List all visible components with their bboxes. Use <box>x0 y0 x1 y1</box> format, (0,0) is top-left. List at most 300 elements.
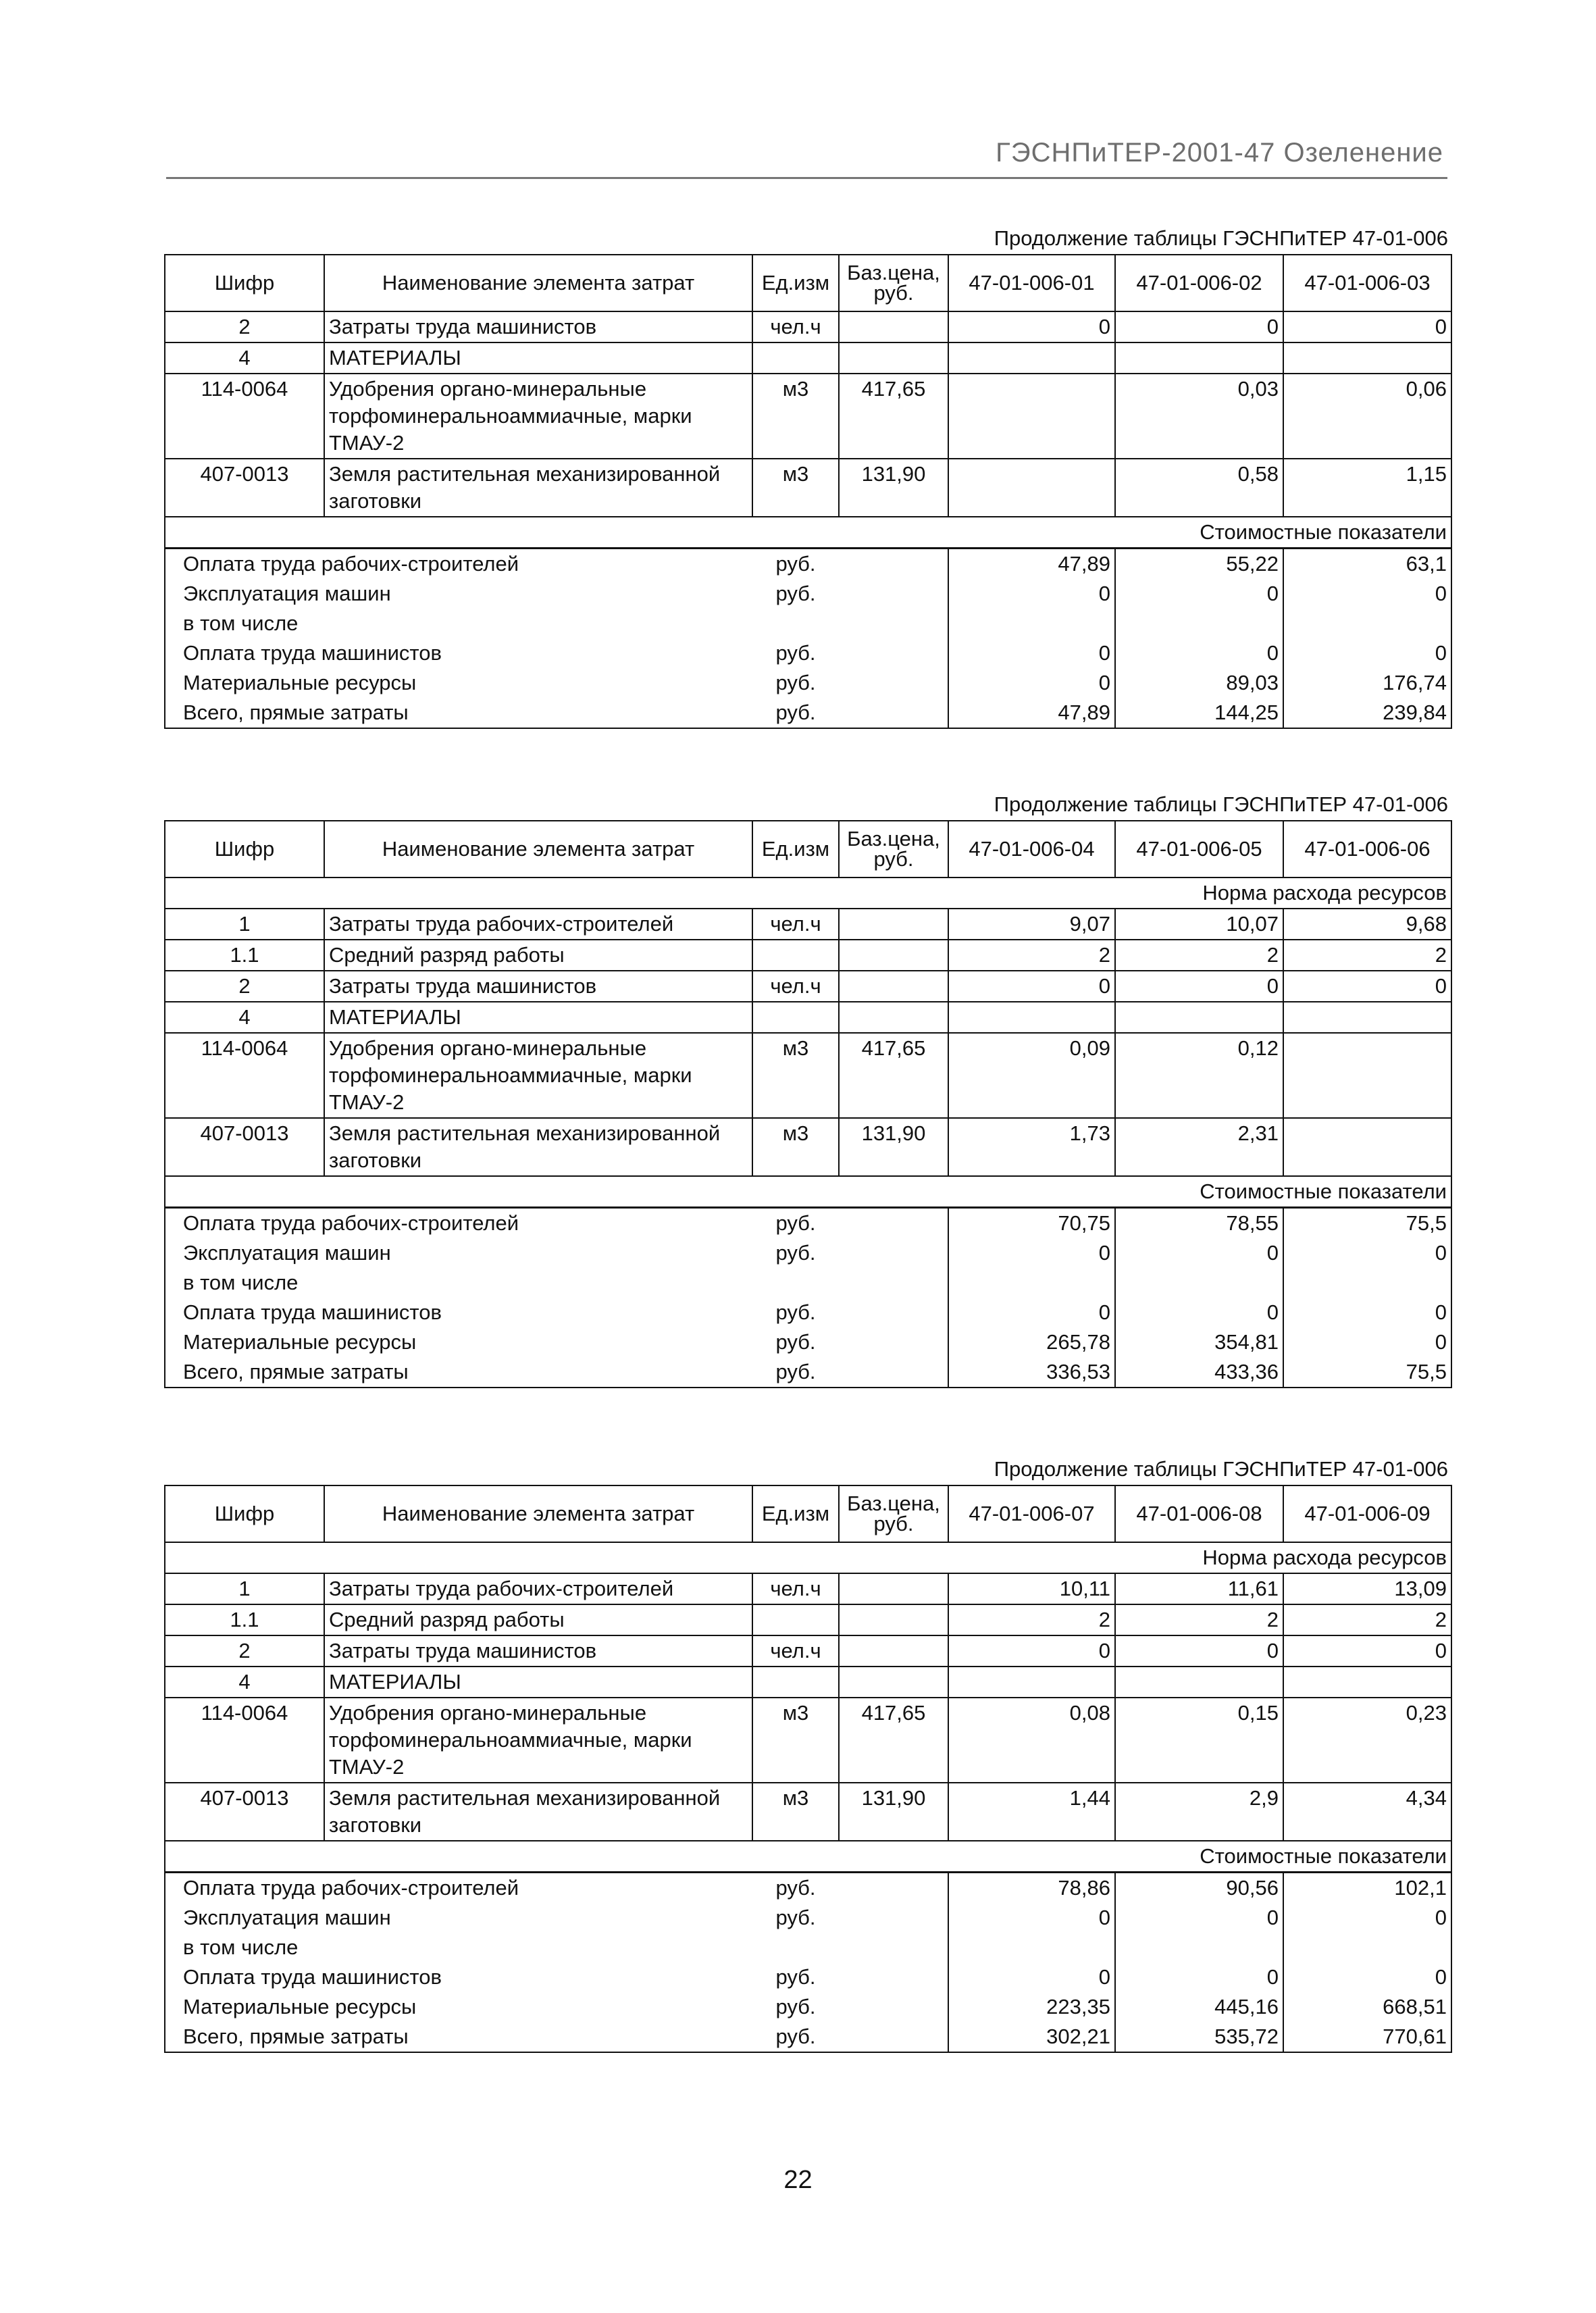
cost-name: Оплата труда машинистов <box>165 638 752 668</box>
cost-value-2: 0 <box>1115 1903 1283 1933</box>
cost-row <box>165 1268 1451 1298</box>
cost-value-1 <box>948 1268 1115 1298</box>
cost-unit: руб. <box>752 1208 839 1239</box>
cost-value-1 <box>948 1933 1115 1962</box>
cost-blank <box>839 549 948 580</box>
resource-row <box>165 940 1451 971</box>
table-section-3 <box>164 1454 1451 2053</box>
resource-price <box>839 1604 948 1635</box>
resource-price <box>839 1002 948 1033</box>
cost-value-1: 0 <box>948 1298 1115 1327</box>
cost-value-2 <box>1115 1933 1283 1962</box>
resource-price: 417,65 <box>839 374 948 459</box>
resource-unit: м3 <box>752 1033 839 1118</box>
cost-rows <box>165 1873 1451 2053</box>
resource-price <box>839 311 948 342</box>
resource-row <box>165 1698 1451 1783</box>
cost-value-3 <box>1283 1268 1451 1298</box>
resource-value-2: 0,58 <box>1115 459 1283 517</box>
cost-row <box>165 1327 1451 1357</box>
cost-row <box>165 1298 1451 1327</box>
cost-value-2: 89,03 <box>1115 668 1283 698</box>
resource-value-3: 0 <box>1283 971 1451 1002</box>
resource-price: 131,90 <box>839 459 948 517</box>
cost-unit: руб. <box>752 1873 839 1904</box>
resource-value-2 <box>1115 1667 1283 1698</box>
resource-price <box>839 909 948 940</box>
resource-code: 407-0013 <box>165 459 324 517</box>
cost-row <box>165 609 1451 638</box>
resource-name: Удобрения органо-минеральные торфоминеральноаммиачные, марки ТМАУ-2 <box>324 1698 752 1783</box>
table-section-2 <box>164 789 1451 1388</box>
cost-row <box>165 549 1451 580</box>
column-header: Шифр <box>165 1485 324 1542</box>
resource-value-3: 1,15 <box>1283 459 1451 517</box>
cost-value-1: 265,78 <box>948 1327 1115 1357</box>
cost-value-1: 47,89 <box>948 549 1115 580</box>
resource-code: 2 <box>165 1635 324 1667</box>
cost-row <box>165 1357 1451 1388</box>
norm-band-label: Норма расхода ресурсов <box>165 1542 1451 1573</box>
cost-value-3: 0 <box>1283 579 1451 609</box>
cost-value-2 <box>1115 609 1283 638</box>
resource-price: 131,90 <box>839 1118 948 1176</box>
column-header: Ед.изм <box>752 255 839 311</box>
resource-value-3 <box>1283 1667 1451 1698</box>
resource-price <box>839 1573 948 1604</box>
cost-unit: руб. <box>775 641 816 665</box>
resource-unit <box>752 1667 839 1698</box>
cost-blank <box>839 1268 948 1298</box>
column-header: Баз.цена, руб. <box>839 1485 948 1542</box>
resource-value-3 <box>1283 1118 1451 1176</box>
norm-band-label: Норма расхода ресурсов <box>165 878 1451 909</box>
cost-value-2: 90,56 <box>1115 1873 1283 1904</box>
page-number: 22 <box>783 2166 813 2194</box>
resource-value-1 <box>948 342 1115 374</box>
resource-value-2: 0,15 <box>1115 1698 1283 1783</box>
cost-value-3: 63,1 <box>1283 549 1451 580</box>
cost-blank <box>839 668 948 698</box>
cost-unit: руб. <box>775 1300 816 1324</box>
resource-unit <box>752 1002 839 1033</box>
resource-code: 4 <box>165 342 324 374</box>
header-rule <box>166 177 1447 179</box>
column-header: Ед.изм <box>752 1485 839 1542</box>
table-continuation-caption: Продолжение таблицы ГЭСНПиТЕР 47-01-006 <box>994 1457 1448 1481</box>
column-header: 47-01-006-03 <box>1283 255 1451 311</box>
resource-name: Затраты труда машинистов <box>324 971 752 1002</box>
cost-blank <box>839 1208 948 1239</box>
cost-value-3: 0 <box>1283 638 1451 668</box>
resource-value-1: 2 <box>948 1604 1115 1635</box>
resource-code: 407-0013 <box>165 1783 324 1841</box>
norm-band-row <box>165 1542 1451 1573</box>
resource-value-2: 10,07 <box>1115 909 1283 940</box>
cost-unit: руб. <box>752 2022 839 2052</box>
resource-rows <box>165 1542 1451 1873</box>
resource-name: МАТЕРИАЛЫ <box>324 1002 752 1033</box>
resource-row <box>165 1635 1451 1667</box>
resource-price <box>839 971 948 1002</box>
column-header: Ед.изм <box>752 821 839 878</box>
header-row <box>165 255 1451 311</box>
resource-price <box>839 1635 948 1667</box>
resource-unit: чел.ч <box>752 971 839 1002</box>
cost-value-2: 55,22 <box>1115 549 1283 580</box>
cost-unit: руб. <box>775 582 816 605</box>
column-header: Наименование элемента затрат <box>324 255 752 311</box>
cost-row <box>165 1933 1451 1962</box>
resource-value-2 <box>1115 342 1283 374</box>
cost-band-row <box>165 1176 1451 1208</box>
resource-value-1: 1,73 <box>948 1118 1115 1176</box>
column-header: Баз.цена, руб. <box>839 821 948 878</box>
resource-code: 1.1 <box>165 940 324 971</box>
column-header: 47-01-006-09 <box>1283 1485 1451 1542</box>
resource-row <box>165 1573 1451 1604</box>
resource-value-2: 0 <box>1115 971 1283 1002</box>
cost-value-3: 0 <box>1283 1903 1451 1933</box>
resource-value-3 <box>1283 1002 1451 1033</box>
cost-value-1: 302,21 <box>948 2022 1115 2052</box>
cost-blank <box>839 2022 948 2052</box>
table-continuation-caption: Продолжение таблицы ГЭСНПиТЕР 47-01-006 <box>994 226 1448 250</box>
resource-name: Затраты труда рабочих-строителей <box>324 1573 752 1604</box>
cost-norm-table <box>164 1485 1452 2053</box>
cost-unit: руб. <box>752 1357 839 1388</box>
cost-value-3: 668,51 <box>1283 1992 1451 2022</box>
cost-value-1: 0 <box>948 1962 1115 1992</box>
resource-value-1 <box>948 374 1115 459</box>
cost-name: Материальные ресурсы <box>165 668 752 698</box>
header-row <box>165 821 1451 878</box>
column-header: Шифр <box>165 255 324 311</box>
column-header: 47-01-006-08 <box>1115 1485 1283 1542</box>
resource-price: 417,65 <box>839 1033 948 1118</box>
resource-code: 114-0064 <box>165 374 324 459</box>
cost-blank <box>839 1962 948 1992</box>
cost-unit: руб. <box>775 1995 816 2018</box>
resource-value-3 <box>1283 342 1451 374</box>
resource-price <box>839 1667 948 1698</box>
resource-code: 407-0013 <box>165 1118 324 1176</box>
cost-blank <box>839 638 948 668</box>
norm-band-row <box>165 878 1451 909</box>
cost-unit: руб. <box>775 1906 816 1929</box>
cost-name: Эксплуатация машин <box>165 1238 752 1268</box>
cost-band-row <box>165 1841 1451 1873</box>
cost-blank <box>839 1298 948 1327</box>
resource-value-2: 0 <box>1115 311 1283 342</box>
resource-name: Средний разряд работы <box>324 940 752 971</box>
resource-code: 1 <box>165 909 324 940</box>
cost-value-3: 102,1 <box>1283 1873 1451 1904</box>
resource-code: 114-0064 <box>165 1698 324 1783</box>
cost-value-3: 770,61 <box>1283 2022 1451 2052</box>
resource-name: Земля растительная механизированной заготовки <box>324 1783 752 1841</box>
cost-value-1: 0 <box>948 579 1115 609</box>
resource-value-2: 2 <box>1115 1604 1283 1635</box>
resource-value-3: 0,06 <box>1283 374 1451 459</box>
cost-blank <box>839 1903 948 1933</box>
resource-value-1 <box>948 459 1115 517</box>
cost-name: Материальные ресурсы <box>165 1992 752 2022</box>
resource-name: Затраты труда машинистов <box>324 311 752 342</box>
resource-price <box>839 940 948 971</box>
resource-name: МАТЕРИАЛЫ <box>324 1667 752 1698</box>
resource-value-1: 0,08 <box>948 1698 1115 1783</box>
resource-unit: чел.ч <box>752 1573 839 1604</box>
resource-row <box>165 1118 1451 1176</box>
resource-unit <box>752 1604 839 1635</box>
cost-name: Всего, прямые затраты <box>165 2022 752 2052</box>
cost-blank <box>839 579 948 609</box>
resource-unit: м3 <box>752 459 839 517</box>
resource-row <box>165 1604 1451 1635</box>
resource-code: 4 <box>165 1667 324 1698</box>
resource-value-1: 9,07 <box>948 909 1115 940</box>
cost-value-1 <box>948 609 1115 638</box>
resource-row <box>165 971 1451 1002</box>
resource-rows <box>165 311 1451 549</box>
cost-band-label: Стоимостные показатели <box>165 1841 1451 1873</box>
cost-blank <box>839 1238 948 1268</box>
column-header: Наименование элемента затрат <box>324 821 752 878</box>
resource-unit: м3 <box>752 1783 839 1841</box>
column-header: 47-01-006-06 <box>1283 821 1451 878</box>
cost-value-1: 0 <box>948 638 1115 668</box>
table-continuation-caption: Продолжение таблицы ГЭСНПиТЕР 47-01-006 <box>994 792 1448 816</box>
resource-value-1: 2 <box>948 940 1115 971</box>
resource-unit: м3 <box>752 1118 839 1176</box>
resource-unit <box>752 342 839 374</box>
cost-value-3: 0 <box>1283 1962 1451 1992</box>
cost-value-3: 75,5 <box>1283 1357 1451 1388</box>
resource-value-3: 13,09 <box>1283 1573 1451 1604</box>
table-header <box>165 255 1451 311</box>
cost-value-1: 70,75 <box>948 1208 1115 1239</box>
resource-name: Средний разряд работы <box>324 1604 752 1635</box>
resource-row <box>165 1667 1451 1698</box>
resource-code: 2 <box>165 971 324 1002</box>
cost-value-2: 78,55 <box>1115 1208 1283 1239</box>
cost-name: Оплата труда рабочих-строителей <box>165 1873 752 1904</box>
resource-value-1: 1,44 <box>948 1783 1115 1841</box>
cost-value-1: 336,53 <box>948 1357 1115 1388</box>
resource-value-3: 0,23 <box>1283 1698 1451 1783</box>
cost-blank <box>839 1873 948 1904</box>
cost-unit: руб. <box>775 671 816 694</box>
resource-code: 114-0064 <box>165 1033 324 1118</box>
cost-value-1: 0 <box>948 1903 1115 1933</box>
cost-value-2: 535,72 <box>1115 2022 1283 2052</box>
cost-rows <box>165 1208 1451 1388</box>
cost-row <box>165 1208 1451 1239</box>
resource-value-1: 0 <box>948 971 1115 1002</box>
resource-name: Затраты труда машинистов <box>324 1635 752 1667</box>
resource-row <box>165 909 1451 940</box>
cost-blank <box>839 609 948 638</box>
resource-name: Удобрения органо-минеральные торфоминеральноаммиачные, марки ТМАУ-2 <box>324 374 752 459</box>
cost-band-label: Стоимостные показатели <box>165 1176 1451 1208</box>
cost-value-2: 0 <box>1115 1238 1283 1268</box>
cost-name: Материальные ресурсы <box>165 1327 752 1357</box>
cost-row <box>165 2022 1451 2052</box>
cost-value-2: 144,25 <box>1115 698 1283 728</box>
resource-value-3: 4,34 <box>1283 1783 1451 1841</box>
column-header: 47-01-006-01 <box>948 255 1115 311</box>
resource-value-2 <box>1115 1002 1283 1033</box>
resource-code: 1 <box>165 1573 324 1604</box>
cost-value-2: 0 <box>1115 1962 1283 1992</box>
cost-row <box>165 579 1451 609</box>
cost-value-3 <box>1283 1933 1451 1962</box>
cost-value-2: 445,16 <box>1115 1992 1283 2022</box>
column-header: 47-01-006-07 <box>948 1485 1115 1542</box>
resource-code: 2 <box>165 311 324 342</box>
resource-code: 4 <box>165 1002 324 1033</box>
resource-value-3: 9,68 <box>1283 909 1451 940</box>
cost-name: Всего, прямые затраты <box>165 1357 752 1388</box>
cost-row <box>165 1962 1451 1992</box>
resource-price <box>839 342 948 374</box>
resource-value-2: 0,03 <box>1115 374 1283 459</box>
resource-row <box>165 1033 1451 1118</box>
cost-name: Оплата труда рабочих-строителей <box>165 549 752 580</box>
cost-value-3: 75,5 <box>1283 1208 1451 1239</box>
cost-band-row <box>165 517 1451 549</box>
resource-value-1: 0,09 <box>948 1033 1115 1118</box>
cost-unit: руб. <box>752 549 839 580</box>
table-header <box>165 821 1451 878</box>
cost-row <box>165 1903 1451 1933</box>
cost-name: Эксплуатация машин <box>165 1903 752 1933</box>
cost-name: Эксплуатация машин <box>165 579 752 609</box>
resource-name: Земля растительная механизированной заготовки <box>324 459 752 517</box>
resource-value-1: 0 <box>948 311 1115 342</box>
resource-rows <box>165 878 1451 1208</box>
cost-value-1: 0 <box>948 668 1115 698</box>
header-row <box>165 1485 1451 1542</box>
resource-value-1 <box>948 1002 1115 1033</box>
column-header: Баз.цена, руб. <box>839 255 948 311</box>
cost-value-1: 47,89 <box>948 698 1115 728</box>
cost-unit: руб. <box>775 1241 816 1265</box>
cost-value-2: 354,81 <box>1115 1327 1283 1357</box>
cost-name: Оплата труда машинистов <box>165 1962 752 1992</box>
resource-unit: м3 <box>752 374 839 459</box>
resource-value-3: 2 <box>1283 940 1451 971</box>
cost-value-3: 176,74 <box>1283 668 1451 698</box>
cost-blank <box>839 1327 948 1357</box>
resource-row <box>165 311 1451 342</box>
cost-unit <box>752 609 839 638</box>
cost-rows <box>165 549 1451 729</box>
resource-name: Затраты труда рабочих-строителей <box>324 909 752 940</box>
resource-price: 417,65 <box>839 1698 948 1783</box>
resource-name: Удобрения органо-минеральные торфоминеральноаммиачные, марки ТМАУ-2 <box>324 1033 752 1118</box>
cost-name: в том числе <box>165 1933 752 1962</box>
resource-unit: чел.ч <box>752 909 839 940</box>
cost-row <box>165 668 1451 698</box>
cost-value-3: 0 <box>1283 1327 1451 1357</box>
cost-name: в том числе <box>165 609 752 638</box>
cost-name: в том числе <box>165 1268 752 1298</box>
resource-name: Земля растительная механизированной заготовки <box>324 1118 752 1176</box>
resource-price: 131,90 <box>839 1783 948 1841</box>
resource-name: МАТЕРИАЛЫ <box>324 342 752 374</box>
cost-value-2: 0 <box>1115 1298 1283 1327</box>
cost-blank <box>839 1933 948 1962</box>
cost-value-3: 239,84 <box>1283 698 1451 728</box>
cost-unit: руб. <box>775 1965 816 1989</box>
cost-row <box>165 638 1451 668</box>
resource-value-2: 2,31 <box>1115 1118 1283 1176</box>
resource-value-1 <box>948 1667 1115 1698</box>
resource-unit: чел.ч <box>752 1635 839 1667</box>
cost-name: Оплата труда машинистов <box>165 1298 752 1327</box>
resource-value-3: 2 <box>1283 1604 1451 1635</box>
cost-name: Оплата труда рабочих-строителей <box>165 1208 752 1239</box>
column-header: Шифр <box>165 821 324 878</box>
cost-unit <box>752 1933 839 1962</box>
cost-row <box>165 1238 1451 1268</box>
cost-name: Всего, прямые затраты <box>165 698 752 728</box>
resource-unit: чел.ч <box>752 311 839 342</box>
resource-value-3: 0 <box>1283 311 1451 342</box>
cost-value-2: 0 <box>1115 638 1283 668</box>
cost-value-2: 433,36 <box>1115 1357 1283 1388</box>
cost-unit: руб. <box>775 1330 816 1354</box>
column-header: 47-01-006-02 <box>1115 255 1283 311</box>
cost-row <box>165 698 1451 728</box>
table-header <box>165 1485 1451 1542</box>
cost-blank <box>839 698 948 728</box>
cost-value-1: 223,35 <box>948 1992 1115 2022</box>
resource-row <box>165 374 1451 459</box>
cost-row <box>165 1992 1451 2022</box>
cost-norm-table <box>164 254 1452 729</box>
resource-unit: м3 <box>752 1698 839 1783</box>
column-header: 47-01-006-04 <box>948 821 1115 878</box>
resource-row <box>165 1002 1451 1033</box>
cost-blank <box>839 1992 948 2022</box>
cost-value-3: 0 <box>1283 1298 1451 1327</box>
cost-value-1: 78,86 <box>948 1873 1115 1904</box>
resource-value-3: 0 <box>1283 1635 1451 1667</box>
resource-unit <box>752 940 839 971</box>
cost-value-1: 0 <box>948 1238 1115 1268</box>
cost-blank <box>839 1357 948 1388</box>
resource-value-2: 2 <box>1115 940 1283 971</box>
cost-band-label: Стоимостные показатели <box>165 517 1451 549</box>
cost-value-2 <box>1115 1268 1283 1298</box>
cost-value-2: 0 <box>1115 579 1283 609</box>
resource-value-2: 0 <box>1115 1635 1283 1667</box>
cost-value-3 <box>1283 609 1451 638</box>
table-section-1 <box>164 223 1451 729</box>
resource-row <box>165 1783 1451 1841</box>
column-header: 47-01-006-05 <box>1115 821 1283 878</box>
cost-unit <box>752 1268 839 1298</box>
resource-value-3 <box>1283 1033 1451 1118</box>
resource-value-2: 2,9 <box>1115 1783 1283 1841</box>
cost-value-3: 0 <box>1283 1238 1451 1268</box>
resource-code: 1.1 <box>165 1604 324 1635</box>
column-header: Наименование элемента затрат <box>324 1485 752 1542</box>
cost-unit: руб. <box>752 698 839 728</box>
